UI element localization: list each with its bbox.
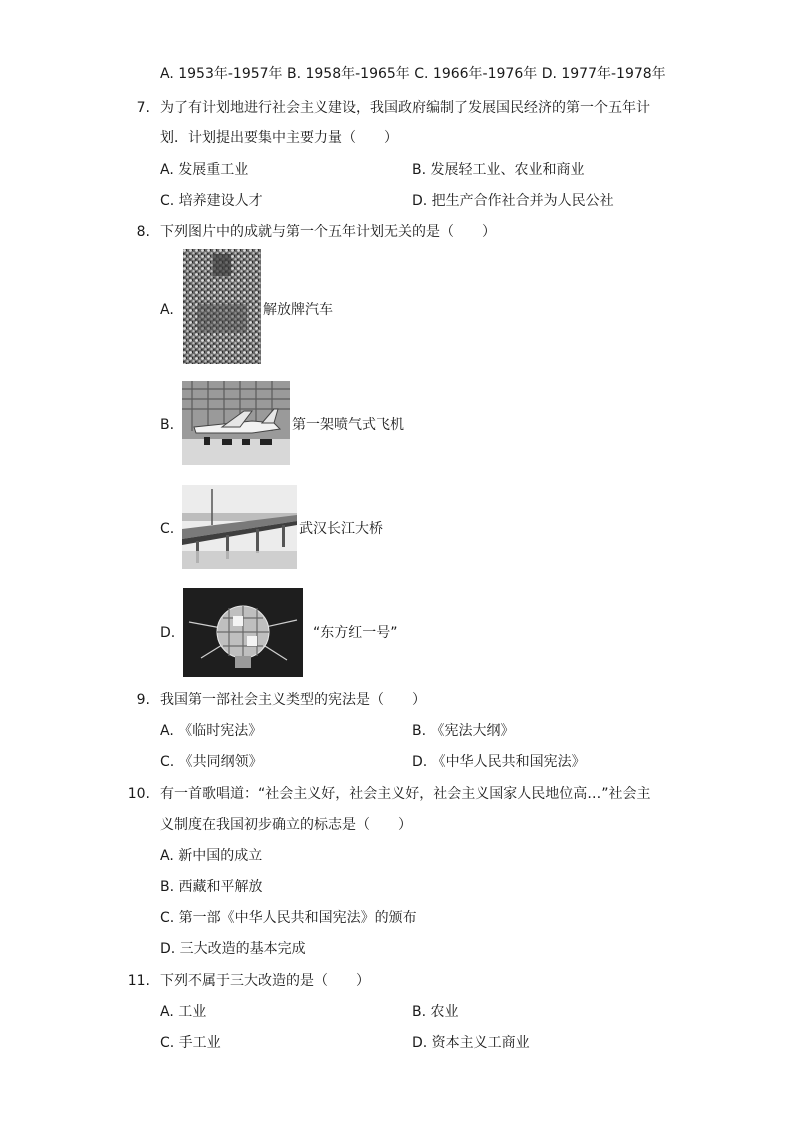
q8-option-b-letter: B. [160,417,175,433]
q10-number: 10. [127,786,150,802]
q7-number: 7. [136,100,150,116]
q11-number: 11. [127,973,150,989]
q8-number: 8. [136,224,150,240]
jet-plane-photo [182,381,290,465]
q8-option-a-caption: 解放牌汽车 [263,302,333,318]
q9-option-b: B. 《宪法大纲》 [412,723,515,739]
q8-option-c-letter: C. [160,521,175,537]
q11-option-b: B. 农业 [412,1004,459,1020]
q9-option-d: D. 《中华人民共和国宪法》 [412,754,586,770]
q7-option-a: A. 发展重工业 [160,162,249,178]
q9-number: 9. [136,692,150,708]
q8-option-c-caption: 武汉长江大桥 [299,521,383,537]
q9-stem: 我国第一部社会主义类型的宪法是（ ） [160,692,426,708]
q11-option-a: A. 工业 [160,1004,207,1020]
q10-option-b: B. 西藏和平解放 [160,879,263,895]
q11-option-d: D. 资本主义工商业 [412,1035,530,1051]
q11-option-c: C. 手工业 [160,1035,221,1051]
q7-option-d: D. 把生产合作社合并为人民公社 [412,193,614,209]
q10-option-a: A. 新中国的成立 [160,848,263,864]
q7-option-b: B. 发展轻工业、农业和商业 [412,162,585,178]
q6-options-line: A. 1953年-1957年 B. 1958年-1965年 C. 1966年-1976年 D. 1977年-1978年 [160,66,666,82]
q7-stem-line1: 为了有计划地进行社会主义建设，我国政府编制了发展国民经济的第一个五年计 [160,100,650,116]
crowd-truck-photo [183,249,261,364]
q10-option-d: D. 三大改造的基本完成 [160,941,306,957]
q7-stem-line2: 划．计划提出要集中主要力量（ ） [160,130,398,146]
q10-stem-line1: 有一首歌唱道：“社会主义好，社会主义好，社会主义国家人民地位高…”社会主 [160,786,651,802]
q9-option-c: C. 《共同纲领》 [160,754,263,770]
q8-option-a-letter: A. [160,302,174,318]
q11-stem: 下列不属于三大改造的是（ ） [160,973,370,989]
q7-option-c: C. 培养建设人才 [160,193,263,209]
q9-option-a: A. 《临时宪法》 [160,723,263,739]
q10-option-c: C. 第一部《中华人民共和国宪法》的颁布 [160,910,417,926]
bridge-photo [182,485,297,569]
q8-stem: 下列图片中的成就与第一个五年计划无关的是（ ） [160,224,496,240]
q8-option-d-caption: “东方红一号” [313,625,398,641]
q10-stem-line2: 义制度在我国初步确立的标志是（ ） [160,817,412,833]
q8-option-d-letter: D. [160,625,176,641]
q8-option-b-caption: 第一架喷气式飞机 [292,417,404,433]
satellite-photo [183,588,303,677]
